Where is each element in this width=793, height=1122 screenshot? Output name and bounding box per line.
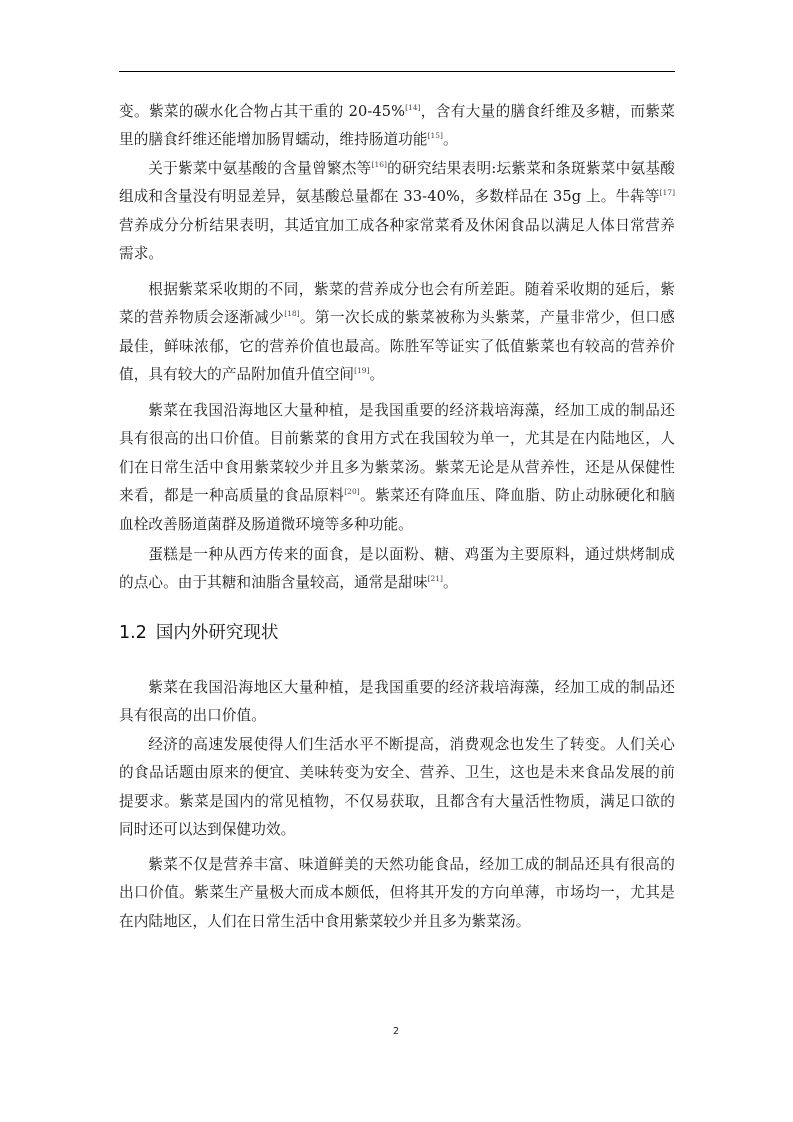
citation-mark: [19] [354,366,370,376]
citation-mark: [14] [405,103,421,112]
header-rule [119,71,675,72]
paragraph-cultivation [119,397,675,539]
text-run: ，含有大量的膳食纤维及多糖，而紫菜里的膳食纤维还能增加肠胃蠕动，维持肠道功能 [119,103,676,149]
section-paragraph-intro [119,674,675,731]
text-run: 的研究结果表明:坛紫菜和条斑紫菜中氨基酸组成和含量没有明显差异，氨基酸总量都在 33-40%，多数样品在 35g 上。牛犇等 [119,160,675,206]
page-number: 2 [392,1026,400,1037]
text-run: 蛋糕是一种从西方传来的面食，是以面粉、糖、鸡蛋为主要原料，通过烘烤制成的点心。由于其糖和油脂含量较高，通常是甜味 [119,546,675,592]
text-run: 。第一次长成的紫菜被称为头紫菜，产量非常少，但口感最佳，鲜味浓郁，它的营养价值也最高。陈胜军等证实了低值紫菜也有较高的营养价值，具有较大的产品附加值升值空间 [119,309,675,384]
text-run: 经济的高速发展使得人们生活水平不断提高，消费观念也发生了转变。人们关心的食品话题由原来的便宜、美味转变为安全、营养、卫生，这也是未来食品发展的前提要求。紫菜是国内的常见植物，不仅易获取，且都含有大量活性物质，满足口欲的同时还可以达到保健功效。 [119,736,675,839]
text-run: 紫菜在我国沿海地区大量种植，是我国重要的经济栽培海藻，经加工成的制品还具有很高的出口价值。目前紫菜的食用方式在我国较为单一，尤其是在内陆地区，人们在日常生活中食用紫菜较少并且多为紫菜汤。紫菜无论是从营养性，还是从保健性来看，都是一种高质量的食品原料 [119,402,675,505]
paragraph-harvest-period [119,276,675,390]
text-run: 紫菜在我国沿海地区大量种植，是我国重要的经济栽培海藻，经加工成的制品还具有很高的出口价值。 [119,679,675,725]
paragraph-amino-acids [119,155,675,269]
text-run: 。 [442,574,458,592]
text-run: 。紫菜还有降血压、降血脂、防止动脉硬化和脑血栓改善肠道菌群及肠道微环境等多种功能。 [119,487,675,533]
text-run: 变。紫菜的碳水化合物占其干重的 20-45% [119,103,406,120]
citation-mark: [15] [427,131,443,141]
section-paragraph-economy [119,731,675,845]
paragraph-continuation [119,98,675,155]
citation-mark: [16] [371,160,387,169]
citation-mark: [20] [344,487,360,497]
citation-mark: [18] [284,309,300,319]
text-run: 关于紫菜中氨基酸的含量曾繁杰等 [148,160,372,177]
section-title: 国内外研究现状 [155,623,279,643]
section-number: 1.2 [119,623,147,643]
section-heading [119,620,278,646]
text-run: 根据紫菜采收期的不同，紫菜的营养成分也会有所差距。随着采收期的延后，紫菜的营养物质会逐渐减少 [119,281,675,327]
citation-mark: [21] [427,574,443,584]
text-run: 紫菜不仅是营养丰富、味道鲜美的天然功能食品，经加工成的制品还具有很高的出口价值。紫菜生产量极大而成本颇低，但将其开发的方向单薄，市场均一，尤其是在内陆地区，人们在日常生活中食用紫菜较少并且多为紫菜汤。 [119,856,675,930]
text-run: 。 [442,131,458,149]
section-paragraph-market [119,851,675,936]
citation-mark: [17] [659,188,675,198]
paragraph-cake [119,541,675,598]
text-run: 营养成分分析结果表明，其适宜加工成各种家常菜肴及休闲食品以满足人体日常营养需求。 [119,216,675,263]
text-run: 。 [369,366,385,384]
